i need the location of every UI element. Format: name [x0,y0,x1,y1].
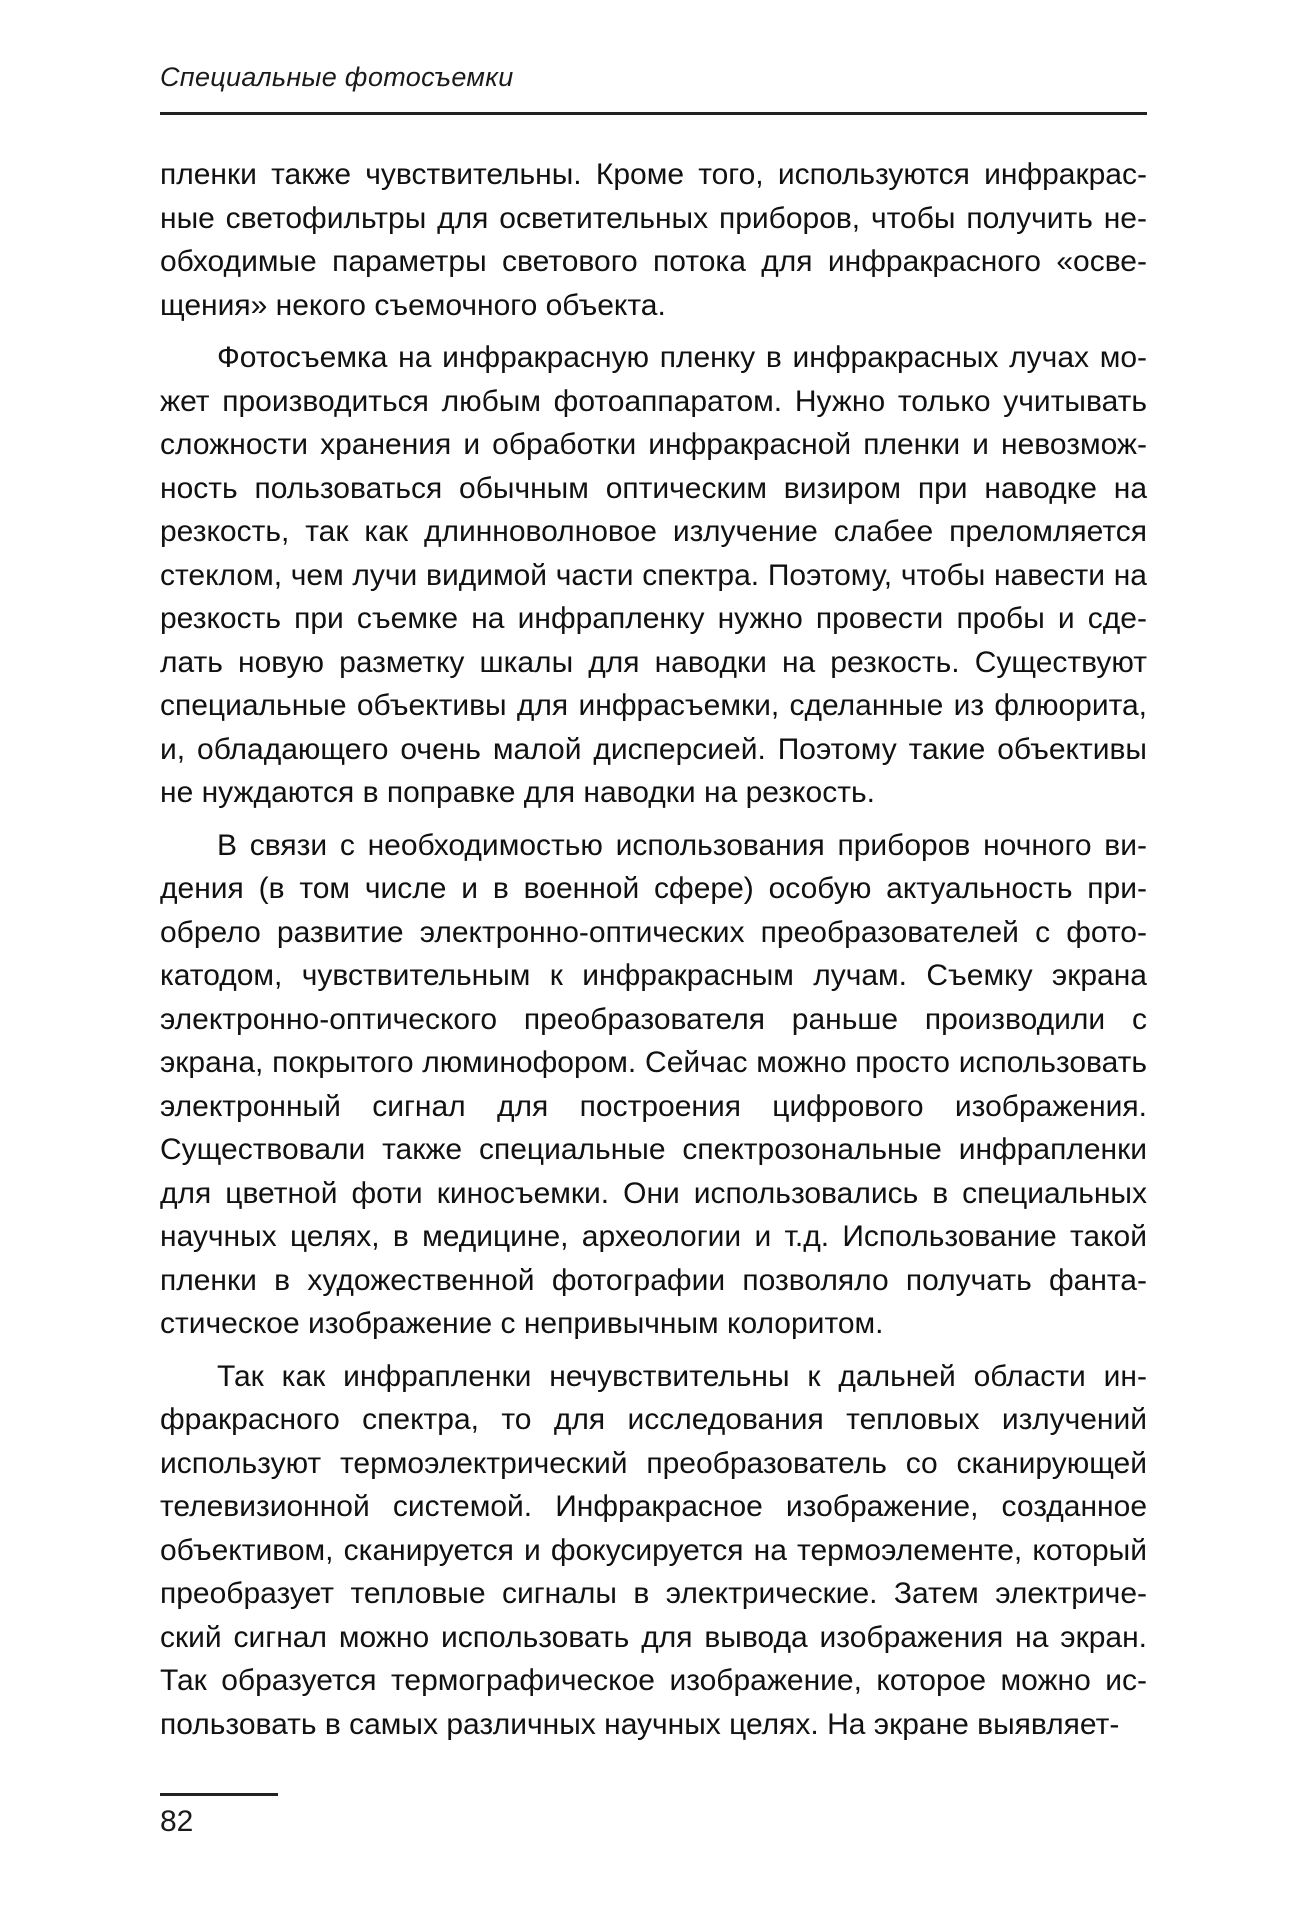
page-number: 82 [160,1805,194,1838]
paragraph-4: Так как инфрапленки нечувствительны к дальней области инфракрасного спектра, то для исследования тепловых излучений используют термоэлектрический преобразователь со сканирующей телевизионной системой. Инфракрасное изображение, созданное объективом, сканируется и фокусируется на термоэлементе, который преобразует тепловые сигналы в электрические. Затем электрический сигнал можно использовать для вывода изображения на экран. Так образуется термографическое изображение, которое можно использовать в самых различных научных целях. На экране выявляет- [160,1359,1147,1741]
page-body [160,153,1147,1755]
footer-divider [160,1793,278,1796]
running-header-title: Специальные фотосъемки [160,62,514,92]
paragraph-1: пленки также чувствительны. Кроме того, используются инфракрасные светофильтры для осветительных приборов, чтобы получить необходимые параметры светового потока для инфракрасного «освещения» некого съемочного объекта. [160,158,1147,322]
paragraph-3: В связи с необходимостью использования приборов ночного видения (в том числе и в военной сфере) особую актуальность приобрело развитие электронно-оптических преобразователей с фотокатодом, чувствительным к инфракрасным лучам. Съемку экрана электронно-оптического преобразователя раньше производили с экрана, покрытого люминофором. Сейчас можно просто использовать электронный сигнал для построения цифрового изображения. Существовали также специальные спектрозональные инфрапленки для цветной фоти киносъемки. Они использовались в специальных научных целях, в медицине, археологии и т.д. Использование такой пленки в художественной фотографии позволяло получать фантастическое изображение с непривычным колоритом. [160,828,1147,1340]
header-divider [160,112,1147,115]
paragraph-2: Фотосъемка на инфракрасную пленку в инфракрасных лучах может производиться любым фотоаппаратом. Нужно только учитывать сложности хранения и обработки инфракрасной пленки и невозможность пользоваться обычным оптическим визиром при наводке на резкость, так как длинноволновое излучение слабее преломляется стеклом, чем лучи видимой части спектра. Поэтому, чтобы навести на резкость при съемке на инфрапленку нужно провести пробы и сделать новую разметку шкалы для наводки на резкость. Существуют специальные объективы для инфрасъемки, сделанные из флюорита, и, обладающего очень малой дисперсией. Поэтому такие объективы не нуждаются в поправке для наводки на резкость. [160,341,1147,809]
